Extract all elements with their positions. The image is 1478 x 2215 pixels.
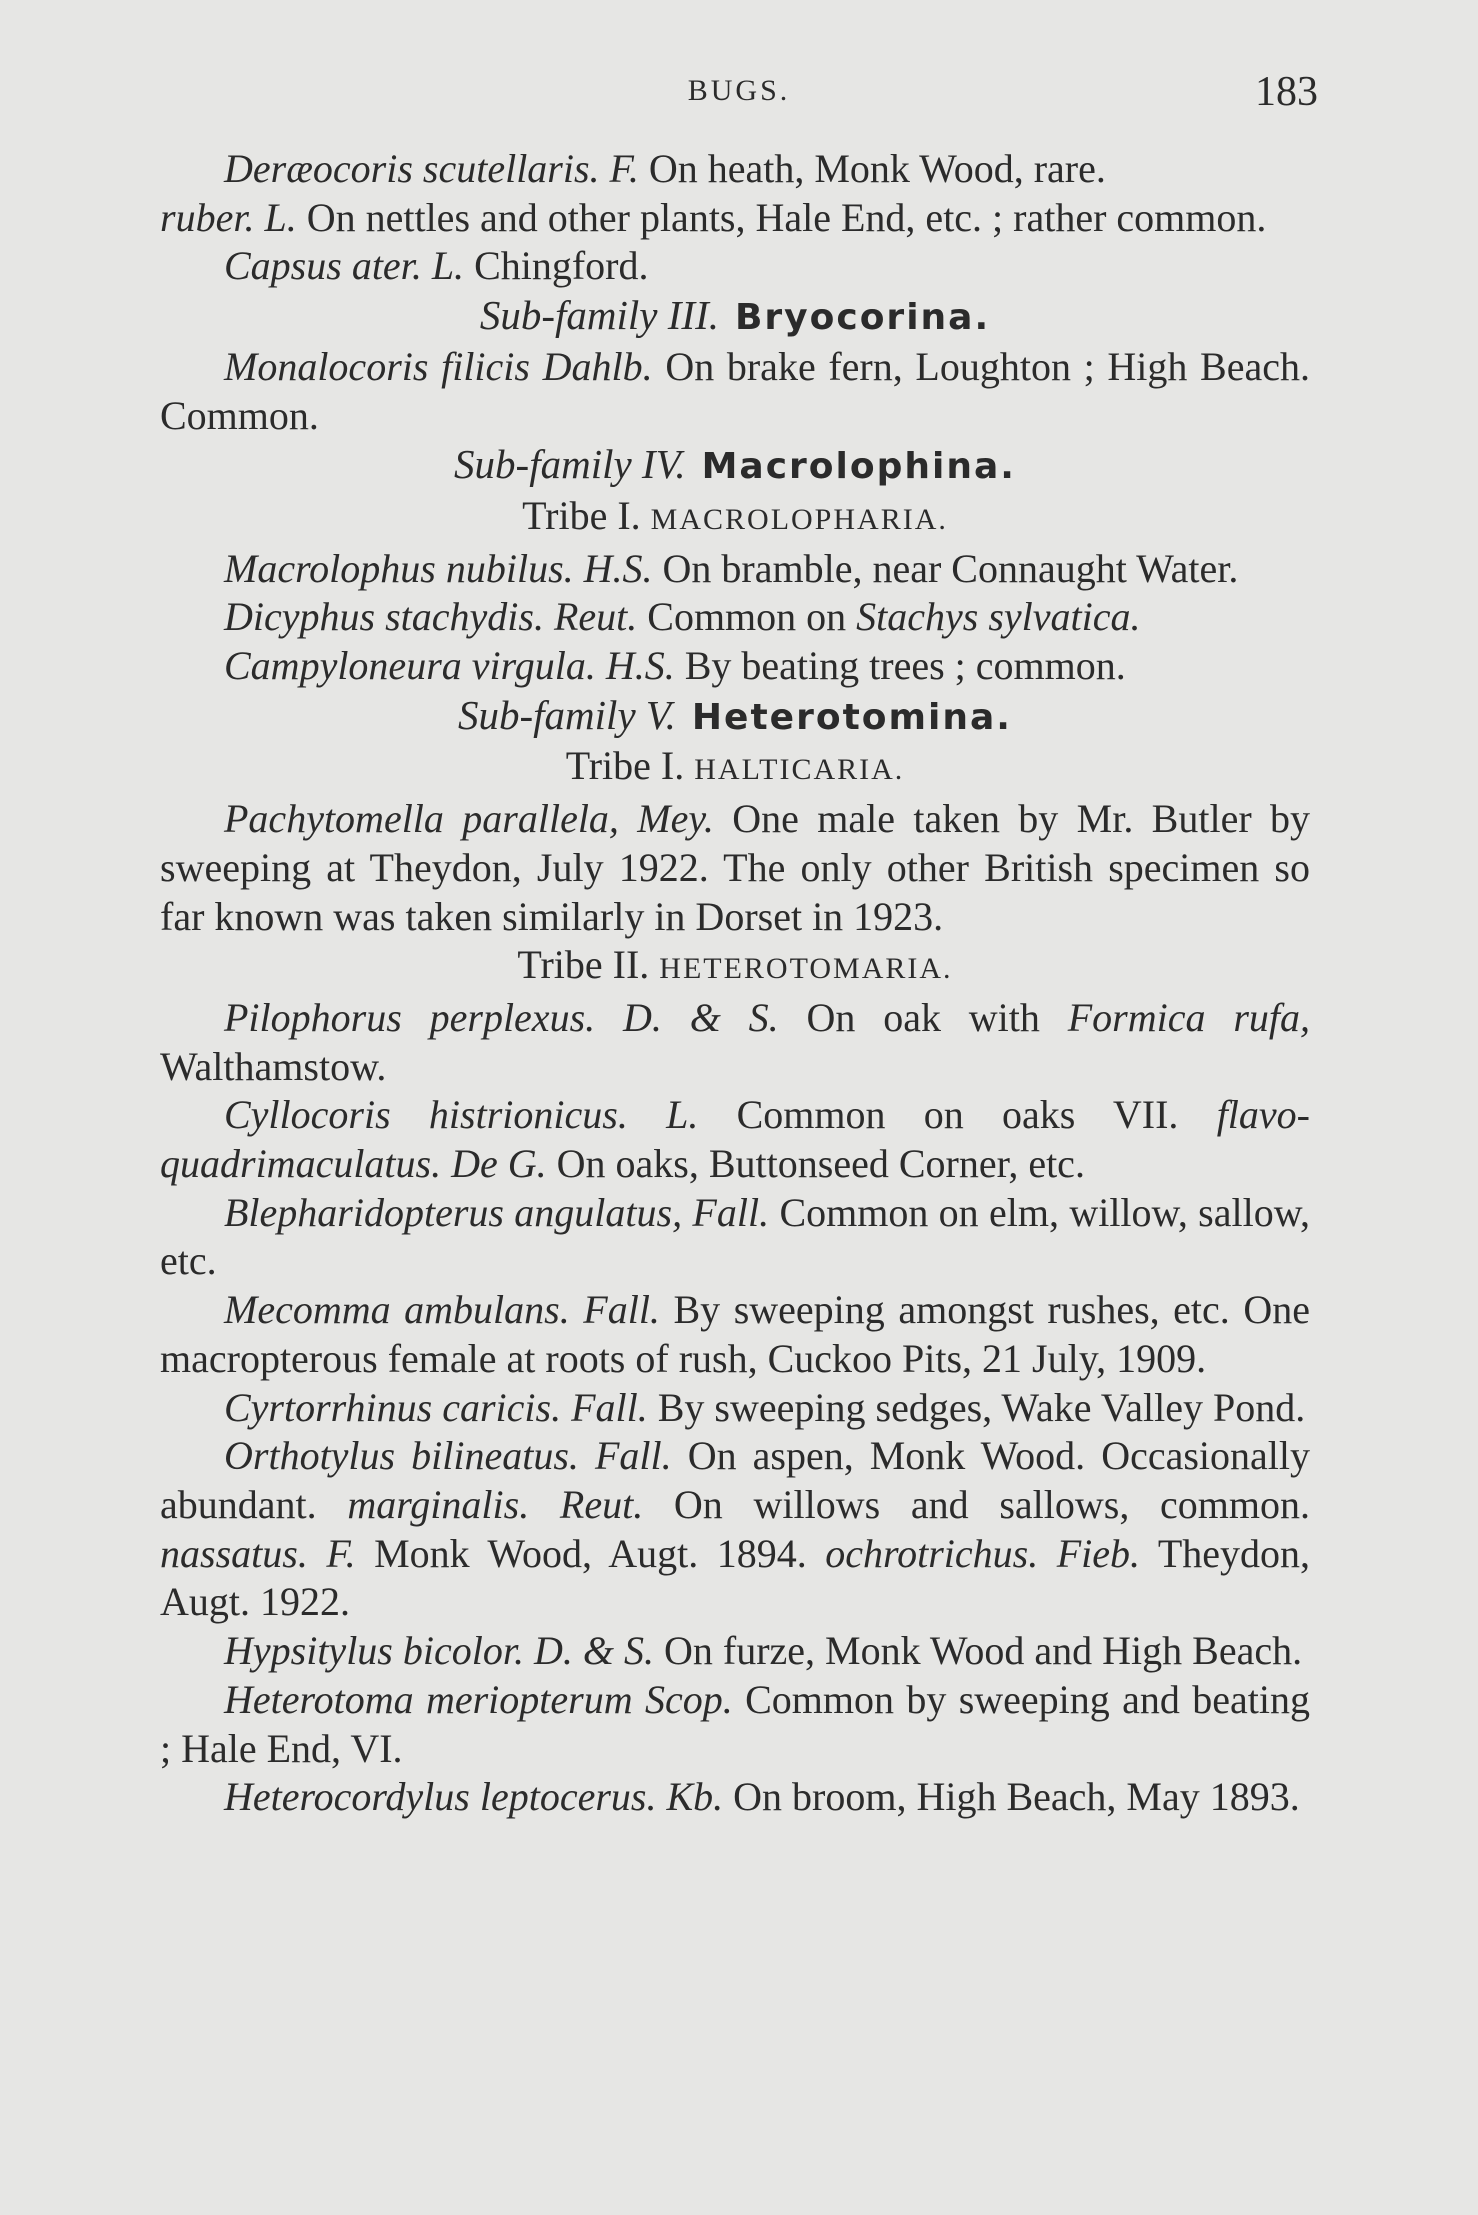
subfamily-name: Macrolophina. [701,446,1016,488]
italic-text: Campyloneura virgula. [224,643,596,689]
running-head-title: BUGS. [687,74,791,107]
italic-text: Cyrtorrhinus caricis. [224,1384,562,1430]
body-text-run [254,195,264,240]
italic-text: Monalocoris filicis Dahlb. [224,343,653,389]
italic-text: flavo-quadrimaculatus. [160,1092,1310,1187]
body-text-run [524,1628,534,1673]
subfamily-name: Bryocorina. [734,297,991,339]
italic-text: L. [264,194,297,240]
italic-text: Orthotylus bilineatus. [224,1433,579,1479]
species-entry [160,1384,1310,1433]
body-text-run: Monk Wood, Augt. 1894. [355,1530,826,1576]
italic-text: nassatus. [160,1530,308,1576]
subfamily-label: Sub-family V. [458,691,676,738]
italic-text: Fall. [571,1384,648,1430]
body-text-run [561,1385,571,1430]
italic-text: Fall. [583,1287,660,1333]
species-entry [160,1286,1310,1383]
body-text-run: On brake fern, Loughton ; High Beach. Common. [160,343,1310,438]
body-text-run [656,1774,666,1819]
italic-text: Deræocoris scutellaris. [224,146,600,191]
species-entry [160,145,1310,194]
species-entry [160,545,1310,594]
body-text-run: Common by sweeping and beating ; Hale End, VI. [160,1676,1311,1771]
italic-text: ruber. [160,194,255,240]
species-entry [160,642,1310,691]
italic-text: Capsus ater. [224,243,422,289]
italic-text: F. [326,1530,356,1576]
species-entry [160,593,1310,642]
subfamily-label: Sub-family IV. [454,441,686,488]
body-text-run: By beating trees ; common. [674,643,1126,689]
body-text-run: Common on elm, willow, sallow, etc. [160,1189,1310,1284]
body-text-run [422,243,432,288]
species-entry [160,242,1310,291]
italic-text: Reut. [553,594,638,640]
tribe-name: HETEROTOMARIA. [659,952,953,986]
body-text-run: Tribe II. [517,942,660,988]
body-text-run: On oaks, Buttonseed Corner, etc. [546,1141,1085,1187]
body-text-run [441,1141,451,1186]
body-text-run [595,995,623,1040]
body-text-run [308,1531,327,1576]
body-text-run: By sweeping amongst rushes, etc. One macropterous female at roots of rush, Cuckoo Pits, 21 July, 1909. [160,1287,1310,1381]
species-entry [160,1091,1310,1188]
body-text-run [529,1482,560,1527]
body-text-run [570,1287,584,1332]
italic-text: Dicyphus stachydis. [224,594,544,640]
italic-text: Hypsitylus bicolor. [224,1628,524,1674]
species-entry [160,1676,1310,1773]
italic-text: L. [666,1092,699,1138]
body-text-run: On bramble, near Connaught Water. [652,545,1239,591]
page-number: 183 [1255,69,1318,115]
italic-text: H.S. [583,545,653,591]
italic-text: Pilophorus perplexus. [224,994,596,1040]
italic-text: Fall. [594,1433,672,1479]
body-text-run: On willows and sallows, common. [643,1481,1311,1527]
species-entry [160,795,1310,941]
body-text-run [596,643,606,688]
body-text-run: On furze, Monk Wood and High Beach. [653,1628,1303,1674]
species-entry [160,194,1310,243]
section-heading [160,291,1310,343]
italic-text: D. & S. [622,994,779,1040]
body-text-run [628,1092,666,1137]
section-heading [160,440,1310,492]
body-text-run: One male taken by Mr. Butler by sweeping at Theydon, July 1922. The only other British specimen so far known was taken similarly in Dorset in 1923. [160,796,1311,939]
body-text [160,145,1310,1822]
italic-text: Mecomma ambulans. [224,1287,570,1333]
body-text-run: Tribe I. [565,743,695,789]
tribe-name: HALTICARIA. [694,753,905,787]
italic-text: Cyllocoris histrionicus. [224,1092,628,1138]
section-heading [160,691,1310,743]
body-text-run: On aspen, Monk Wood. Occasionally abundant. [160,1433,1311,1527]
italic-text: Stachys sylvatica. [856,594,1141,640]
italic-text: marginalis. [347,1481,530,1527]
italic-text: L. [431,243,465,289]
body-text-run [600,146,610,191]
italic-text: Formica rufa, [1067,994,1311,1040]
section-heading [160,492,1310,545]
tribe-name: MACROLOPHARIA. [650,502,948,536]
subfamily-label: Sub-family III. [479,292,719,339]
italic-text: De G. [451,1141,547,1187]
species-entry [160,1627,1310,1676]
body-text-run: Common on [637,594,857,640]
italic-text: Macrolophus nubilus. [224,545,574,591]
italic-text: D. & S. [533,1628,654,1674]
body-text-run: Common on oaks VII. [698,1092,1217,1138]
italic-text: Reut. [559,1481,644,1527]
body-text-run: On nettles and other plants, Hale End, etc. ; rather common. [296,194,1267,240]
species-entry [160,1189,1310,1286]
italic-text: Heterotoma meriopterum Scop. [224,1676,733,1722]
italic-text: Blepharidopterus angulatus, Fall. [224,1189,770,1235]
body-text-run: On heath, Monk Wood, rare. [638,146,1106,191]
italic-text: Pachytomella parallela, Mey. [224,796,714,842]
italic-text: F. [609,146,639,191]
species-entry [160,1773,1310,1822]
body-text-run: Tribe I. [522,492,651,538]
running-head [160,64,1318,124]
italic-text: Heterocordylus leptocerus. [224,1774,657,1820]
body-text-run: Theydon, Augt. 1922. [160,1530,1311,1625]
section-heading [160,742,1310,795]
italic-text: ochrotrichus. [825,1530,1039,1576]
subfamily-name: Heterotomina. [691,696,1012,738]
body-text-run: On broom, High Beach, May 1893. [723,1774,1300,1820]
section-heading [160,941,1310,994]
body-text-run [1038,1531,1057,1576]
italic-text: Kb. [666,1774,724,1820]
body-text-run [579,1433,595,1478]
body-text-run: On oak with [778,994,1068,1040]
species-entry [160,343,1310,440]
italic-text: H.S. [605,643,675,689]
body-text-run: By sweeping sedges, Wake Valley Pond. [647,1384,1306,1430]
species-entry [160,1432,1310,1627]
body-text-run: Walthamstow. [160,1043,387,1089]
species-entry [160,994,1310,1091]
italic-text: Fieb. [1056,1530,1141,1576]
body-text-run [574,546,584,591]
body-text-run [544,594,554,639]
body-text-run: Chingford. [464,243,649,289]
